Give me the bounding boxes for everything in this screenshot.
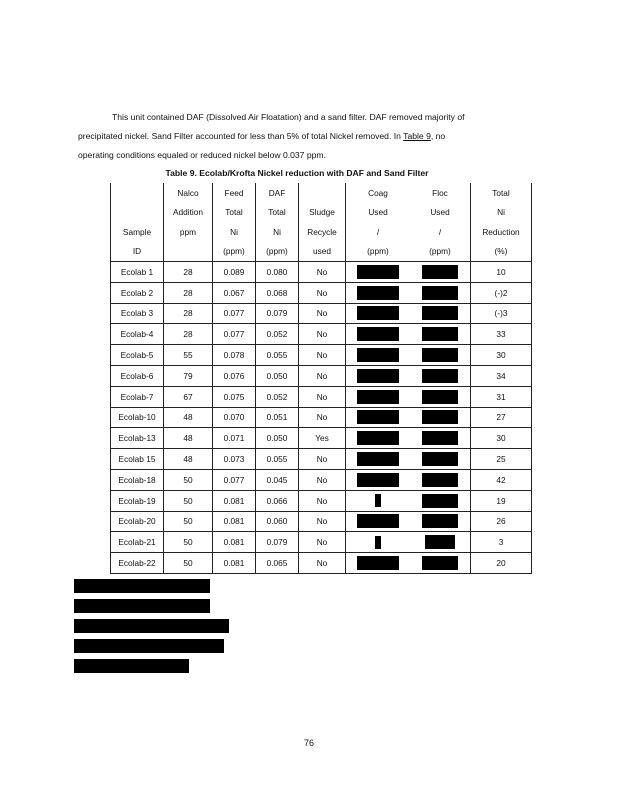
cell-feed: 0.078 (213, 345, 256, 366)
column-header: Reduction (471, 222, 532, 242)
cell-sludge: Yes (299, 428, 346, 449)
column-header: Total (256, 203, 299, 223)
cell-reduction: 30 (471, 345, 532, 366)
column-header: (%) (471, 242, 532, 262)
cell-add: 79 (164, 365, 213, 386)
cell-coag (346, 282, 411, 303)
cell-reduction: 30 (471, 428, 532, 449)
cell-daf: 0.050 (256, 365, 299, 386)
column-header: ppm (164, 222, 213, 242)
table-row (111, 303, 532, 324)
column-header: Addition (164, 203, 213, 223)
redaction-box (422, 390, 458, 404)
cell-feed: 0.077 (213, 469, 256, 490)
redaction-box (422, 265, 458, 279)
table-row (111, 469, 532, 490)
cell-id: Ecolab-4 (111, 324, 164, 345)
cell-add: 50 (164, 469, 213, 490)
column-header: used (299, 242, 346, 262)
redaction-box (357, 348, 399, 362)
cell-coag (346, 386, 411, 407)
cell-sludge: No (299, 553, 346, 574)
redaction-box (357, 452, 399, 466)
header-row (111, 222, 532, 242)
column-header: (ppm) (346, 242, 411, 262)
redaction-box (422, 452, 458, 466)
column-header: Floc (432, 187, 448, 198)
redaction-box (422, 306, 458, 320)
cell-daf: 0.079 (256, 303, 299, 324)
cell-reduction: 33 (471, 324, 532, 345)
header-row (111, 242, 532, 262)
column-header (111, 203, 164, 223)
column-header: ID (111, 242, 164, 262)
redaction-box (357, 327, 399, 341)
cell-feed: 0.081 (213, 511, 256, 532)
cell-id: Ecolab 1 (111, 262, 164, 283)
cell-id: Ecolab-21 (111, 532, 164, 553)
column-header: (ppm) (213, 242, 256, 262)
cell-coag (346, 490, 411, 511)
cell-daf: 0.080 (256, 262, 299, 283)
cell-reduction: 10 (471, 262, 532, 283)
redaction-bar (74, 619, 229, 633)
column-header: Ni (471, 203, 532, 223)
cell-id: Ecolab-22 (111, 553, 164, 574)
cell-reduction: 27 (471, 407, 532, 428)
column-header (164, 242, 213, 262)
column-header: Total (213, 203, 256, 223)
cell-id: Ecolab-13 (111, 428, 164, 449)
cell-add: 28 (164, 262, 213, 283)
cell-daf: 0.050 (256, 428, 299, 449)
cell-daf: 0.060 (256, 511, 299, 532)
redaction-box (357, 556, 399, 570)
cell-sludge: No (299, 324, 346, 345)
cell-reduction: 34 (471, 365, 532, 386)
paragraph-line-3: operating conditions equaled or reduced nickel below 0.037 ppm. (78, 150, 326, 160)
table-row (111, 262, 532, 283)
cell-reduction: 26 (471, 511, 532, 532)
table-caption: Table 9. Ecolab/Krofta Nickel reduction with DAF and Sand Filter (165, 168, 429, 178)
column-header: / (346, 222, 411, 242)
table-row (111, 490, 532, 511)
column-header: Sludge (299, 203, 346, 223)
column-header: (ppm) (429, 246, 451, 257)
cell-daf: 0.052 (256, 324, 299, 345)
cell-daf: 0.055 (256, 449, 299, 470)
cell-reduction: 20 (471, 553, 532, 574)
column-header: Sample (111, 222, 164, 242)
redaction-box (357, 369, 399, 383)
table-row (111, 553, 532, 574)
cell-feed: 0.081 (213, 490, 256, 511)
redaction-box (357, 286, 399, 300)
redaction-box (425, 535, 455, 549)
cell-id: Ecolab 15 (111, 449, 164, 470)
cell-id: Ecolab-7 (111, 386, 164, 407)
cell-sludge: No (299, 262, 346, 283)
cell-reduction: 42 (471, 469, 532, 490)
paragraph-line-2 (78, 127, 518, 146)
redaction-box (422, 410, 458, 424)
cell-reduction: 31 (471, 386, 532, 407)
table-row (111, 345, 532, 366)
cell-coag (346, 407, 411, 428)
cell-id: Ecolab-5 (111, 345, 164, 366)
cell-floc (410, 386, 471, 407)
cell-add: 28 (164, 324, 213, 345)
cell-floc (410, 407, 471, 428)
table-row (111, 532, 532, 553)
header-row (111, 183, 532, 203)
cell-coag (346, 449, 411, 470)
column-header (111, 183, 164, 203)
redaction-bar (74, 579, 210, 593)
redaction-box (357, 514, 399, 528)
cell-feed: 0.076 (213, 365, 256, 386)
column-header: Ni (213, 222, 256, 242)
cell-floc (410, 469, 471, 490)
cell-add: 50 (164, 553, 213, 574)
table-row (111, 365, 532, 386)
cell-floc (410, 490, 471, 511)
redaction-box (422, 348, 458, 362)
cell-coag (346, 324, 411, 345)
redaction-box (422, 556, 458, 570)
redaction-box (357, 390, 399, 404)
cell-id: Ecolab-6 (111, 365, 164, 386)
table-row (111, 386, 532, 407)
cell-reduction: 25 (471, 449, 532, 470)
paragraph-line-2-text: precipitated nickel. Sand Filter accounted for less than 5% of total Nickel removed. In (78, 131, 401, 141)
cell-add: 48 (164, 428, 213, 449)
cell-sludge: No (299, 490, 346, 511)
cell-feed: 0.075 (213, 386, 256, 407)
cell-floc (410, 282, 471, 303)
table-row (111, 407, 532, 428)
cell-sludge: No (299, 303, 346, 324)
cell-coag (346, 428, 411, 449)
cell-add: 50 (164, 532, 213, 553)
redaction-bar (74, 639, 224, 653)
cell-sludge: No (299, 511, 346, 532)
cell-add: 28 (164, 282, 213, 303)
cell-coag (346, 345, 411, 366)
cell-feed: 0.073 (213, 449, 256, 470)
cell-feed: 0.089 (213, 262, 256, 283)
cell-feed: 0.067 (213, 282, 256, 303)
redaction-box (375, 494, 381, 507)
redaction-box (357, 431, 399, 445)
nickel-reduction-table (110, 183, 532, 574)
cell-id: Ecolab-20 (111, 511, 164, 532)
cell-daf: 0.065 (256, 553, 299, 574)
column-header: Ni (256, 222, 299, 242)
cell-id: Ecolab-18 (111, 469, 164, 490)
cell-daf: 0.052 (256, 386, 299, 407)
cell-coag (346, 469, 411, 490)
cell-id: Ecolab-10 (111, 407, 164, 428)
cell-floc (410, 303, 471, 324)
cell-daf: 0.045 (256, 469, 299, 490)
page-number: 76 (303, 738, 314, 748)
intro-paragraph (78, 108, 518, 165)
redaction-box (422, 286, 458, 300)
redaction-box (422, 473, 458, 487)
table-row (111, 324, 532, 345)
cell-sludge: No (299, 365, 346, 386)
cell-floc (410, 262, 471, 283)
cell-sludge: No (299, 532, 346, 553)
cell-floc (410, 511, 471, 532)
cell-sludge: No (299, 386, 346, 407)
redaction-box (422, 369, 458, 383)
cell-floc (410, 345, 471, 366)
cell-add: 50 (164, 490, 213, 511)
cell-floc (410, 449, 471, 470)
cell-coag (346, 365, 411, 386)
cell-daf: 0.066 (256, 490, 299, 511)
redaction-box (422, 327, 458, 341)
column-header: Used (430, 207, 450, 218)
cell-add: 50 (164, 511, 213, 532)
table-row (111, 428, 532, 449)
cell-add: 48 (164, 407, 213, 428)
column-header: Total (471, 183, 532, 203)
cell-feed: 0.077 (213, 303, 256, 324)
cell-coag (346, 532, 411, 553)
cell-floc (410, 365, 471, 386)
cell-feed: 0.071 (213, 428, 256, 449)
table-row (111, 511, 532, 532)
paragraph-line-2-end: , no (430, 131, 446, 141)
table-row (111, 282, 532, 303)
redaction-box (375, 536, 381, 549)
cell-add: 67 (164, 386, 213, 407)
redaction-box (422, 494, 458, 508)
redaction-box (422, 514, 458, 528)
redaction-bar (74, 599, 210, 613)
cell-feed: 0.081 (213, 553, 256, 574)
cell-daf: 0.068 (256, 282, 299, 303)
column-header: Coag (346, 183, 411, 203)
redaction-box (357, 473, 399, 487)
cell-id: Ecolab-19 (111, 490, 164, 511)
redaction-bar (74, 659, 189, 673)
paragraph-line-1: This unit contained DAF (Dissolved Air Floatation) and a sand filter. DAF removed majority of (112, 112, 465, 122)
table-9-link[interactable]: Table 9 (403, 131, 431, 141)
cell-coag (346, 303, 411, 324)
cell-reduction: (-)3 (471, 303, 532, 324)
cell-coag (346, 511, 411, 532)
cell-add: 28 (164, 303, 213, 324)
redaction-box (357, 306, 399, 320)
table-row (111, 449, 532, 470)
cell-add: 48 (164, 449, 213, 470)
cell-daf: 0.055 (256, 345, 299, 366)
cell-feed: 0.077 (213, 324, 256, 345)
redaction-box (357, 265, 399, 279)
cell-floc (410, 553, 471, 574)
cell-reduction: (-)2 (471, 282, 532, 303)
column-header: Recycle (299, 222, 346, 242)
column-header: Used (346, 203, 411, 223)
cell-daf: 0.079 (256, 532, 299, 553)
cell-sludge: No (299, 407, 346, 428)
column-header: DAF (256, 183, 299, 203)
cell-sludge: No (299, 282, 346, 303)
column-header (299, 183, 346, 203)
cell-feed: 0.081 (213, 532, 256, 553)
column-header: Feed (213, 183, 256, 203)
header-row (111, 203, 532, 223)
cell-feed: 0.070 (213, 407, 256, 428)
redaction-box (422, 431, 458, 445)
cell-coag (346, 553, 411, 574)
cell-coag (346, 262, 411, 283)
cell-id: Ecolab 2 (111, 282, 164, 303)
cell-daf: 0.051 (256, 407, 299, 428)
column-header: Nalco (164, 183, 213, 203)
column-header: / (438, 226, 442, 237)
cell-reduction: 19 (471, 490, 532, 511)
cell-sludge: No (299, 449, 346, 470)
redaction-box (357, 410, 399, 424)
cell-id: Ecolab 3 (111, 303, 164, 324)
cell-floc (410, 532, 471, 553)
cell-floc (410, 324, 471, 345)
column-header: (ppm) (256, 242, 299, 262)
cell-floc (410, 428, 471, 449)
cell-sludge: No (299, 469, 346, 490)
cell-reduction: 3 (471, 532, 532, 553)
cell-add: 55 (164, 345, 213, 366)
cell-sludge: No (299, 345, 346, 366)
